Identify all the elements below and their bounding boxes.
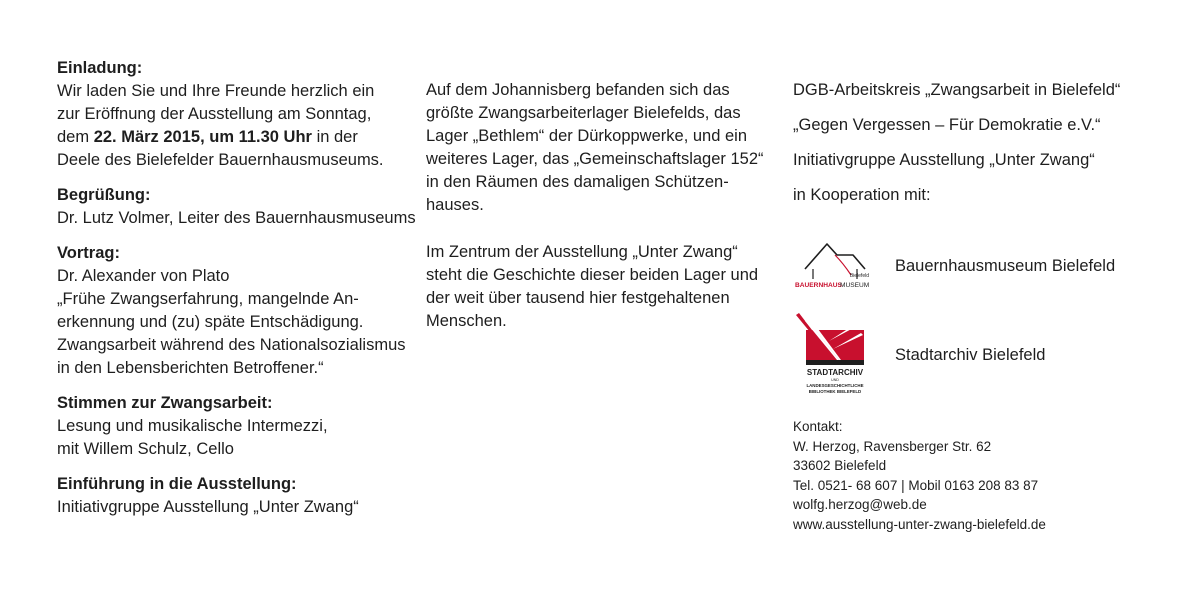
vortrag-line: „Frühe Zwangserfahrung, mangelnde An- <box>57 290 359 308</box>
vortrag-line: Dr. Alexander von Plato <box>57 267 230 285</box>
partner-archiv-name: Stadtarchiv Bielefeld <box>895 345 1046 364</box>
section-begruessung <box>57 184 416 230</box>
begruessung-line: Dr. Lutz Volmer, Leiter des Bauernhausmuseums <box>57 209 416 227</box>
description-column <box>426 79 764 357</box>
paragraph-line: hauses. <box>426 196 484 214</box>
bauernhausmuseum-logo <box>793 239 877 293</box>
contact-website-link[interactable]: www.ausstellung-unter-zwang-bielefeld.de <box>793 516 1046 532</box>
stimmen-line: mit Willem Schulz, Cello <box>57 440 234 458</box>
logo-bibliothek-text: BIBLIOTHEK BIELEFELD <box>808 389 862 394</box>
logo-bielefeld-text: Bielefeld <box>849 273 869 279</box>
logo-und-text: UND <box>831 378 839 382</box>
heading-stimmen: Stimmen zur Zwangsarbeit: <box>57 394 273 412</box>
stadtarchiv-logo <box>793 313 877 397</box>
paragraph-line: Im Zentrum der Ausstellung „Unter Zwang“ <box>426 243 738 261</box>
paragraph-line: Menschen. <box>426 312 507 330</box>
einfuehrung-line: Initiativgruppe Ausstellung „Unter Zwang“ <box>57 498 359 516</box>
section-einfuehrung <box>57 473 416 519</box>
heading-einladung: Einladung: <box>57 59 143 77</box>
contact-city: 33602 Bielefeld <box>793 458 887 474</box>
paragraph-line: größte Zwangsarbeiterlager Bielefelds, das <box>426 104 741 122</box>
organizers-column <box>793 79 1183 549</box>
organizer-initiativgruppe: Initiativgruppe Ausstellung „Unter Zwang“ <box>793 151 1095 169</box>
logo-museum-text: MUSEUM <box>840 282 870 289</box>
heading-einfuehrung: Einführung in die Ausstellung: <box>57 475 297 493</box>
paragraph-line: in den Räumen des damaligen Schützen- <box>426 173 729 191</box>
vortrag-line: erkennung und (zu) späte Entschädigung. <box>57 313 364 331</box>
einladung-line: zur Eröffnung der Ausstellung am Sonntag, <box>57 105 372 123</box>
einladung-line: Wir laden Sie und Ihre Freunde herzlich ein <box>57 82 375 100</box>
section-einladung <box>57 57 416 172</box>
logo-stadtarchiv-text: STADTARCHIV <box>806 368 864 377</box>
paragraph-lager <box>426 79 764 217</box>
partner-museum-name: Bauernhausmuseum Bielefeld <box>895 256 1116 275</box>
organizer-gegen-vergessen: „Gegen Vergessen – Für Demokratie e.V.“ <box>793 116 1101 134</box>
paragraph-line: steht die Geschichte dieser beiden Lager und <box>426 266 759 284</box>
organizer-dgb: DGB-Arbeitskreis „Zwangsarbeit in Bielefeld“ <box>793 81 1121 99</box>
stimmen-line: Lesung und musikalische Intermezzi, <box>57 417 328 435</box>
vortrag-line: in den Lebensberichten Betroffener.“ <box>57 359 324 377</box>
paragraph-zentrum <box>426 241 764 333</box>
logo-landesgeschichtliche-text: LANDESGESCHICHTLICHE <box>806 383 864 388</box>
event-date: 22. März 2015, um 11.30 Uhr <box>93 128 312 146</box>
contact-email-link[interactable]: wolfg.herzog@web.de <box>793 497 927 513</box>
heading-begruessung: Begrüßung: <box>57 186 151 204</box>
section-stimmen <box>57 392 416 461</box>
date-suffix: in der <box>311 128 358 146</box>
program-column <box>57 57 416 531</box>
vortrag-line: Zwangsarbeit während des Nationalsozialismus <box>57 336 406 354</box>
contact-address: W. Herzog, Ravensberger Str. 62 <box>793 438 992 454</box>
einladung-line: Deele des Bielefelder Bauernhausmuseums. <box>57 151 384 169</box>
cooperation-label: in Kooperation mit: <box>793 186 931 204</box>
paragraph-line: der weit über tausend hier festgehaltenen <box>426 289 730 307</box>
contact-label: Kontakt: <box>793 419 843 434</box>
logo-bauernhaus-text: BAUERNHAUS <box>795 282 842 289</box>
paragraph-line: Lager „Bethlem“ der Dürkoppwerke, und ein <box>426 127 748 145</box>
einladung-date-line <box>57 126 416 149</box>
partner-museum <box>793 239 1115 293</box>
section-vortrag <box>57 242 416 380</box>
heading-vortrag: Vortrag: <box>57 244 120 262</box>
paragraph-line: weiteres Lager, das „Gemeinschaftslager 152“ <box>426 150 764 168</box>
contact-phone: Tel. 0521- 68 607 | Mobil 0163 208 83 87 <box>793 477 1039 493</box>
partner-archiv <box>793 313 1045 397</box>
paragraph-line: Auf dem Johannisberg befanden sich das <box>426 81 730 99</box>
date-prefix: dem <box>57 128 94 146</box>
contact-block <box>793 417 1046 535</box>
